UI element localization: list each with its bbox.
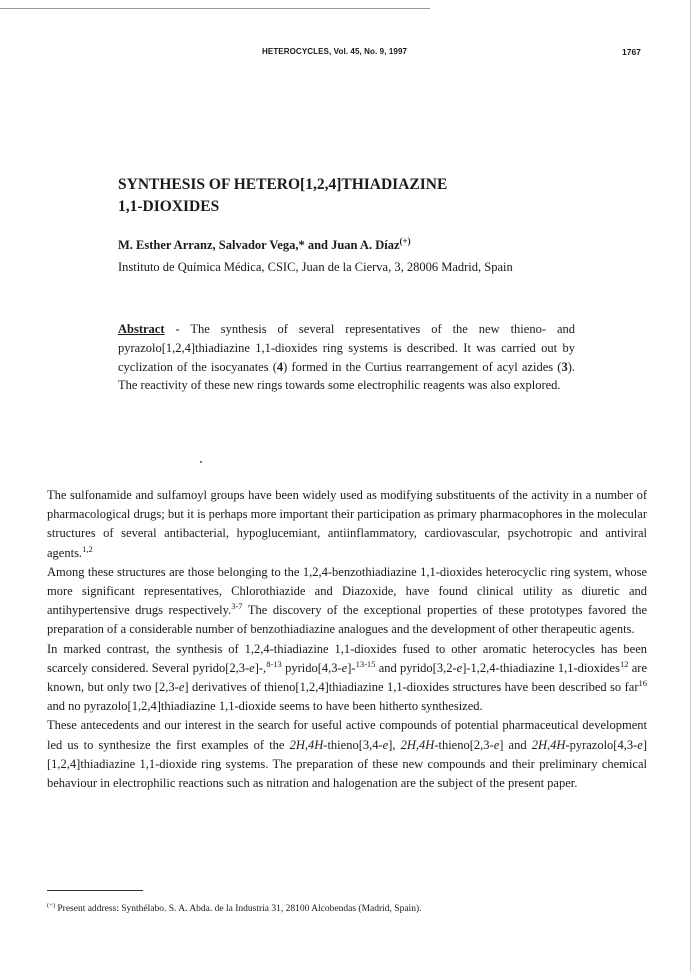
italic-2h4h: 2H,4H xyxy=(531,737,566,752)
affiliation: Instituto de Química Médica, CSIC, Juan de la Cierva, 3, 28006 Madrid, Spain xyxy=(118,260,513,274)
author-footnote-mark: (+) xyxy=(399,236,411,246)
italic-e: e xyxy=(456,660,463,675)
p4-text: -thieno[2,3- xyxy=(434,737,494,752)
paragraph-1 xyxy=(47,486,647,563)
p1-text: The sulfonamide and sulfamoyl groups have been widely used as modifying substituents of the activity in a number of pharmacological drugs; but it is perhaps more important their participation as primary pharmacophores in the molecular structures of several antibacterial, hypoglucemiant, antiinflammatory, cardiovascular, psychotropic and antiviral agents. xyxy=(47,488,647,560)
author-names: M. Esther Arranz, Salvador Vega,* and Juan A. Díaz xyxy=(118,238,400,253)
italic-2h4h: 2H,4H xyxy=(400,737,435,752)
compound-ref-3: 3 xyxy=(561,359,568,374)
footnote-text: Present address: Synthélabo. S. A. Abda. de la Industria 31, 28100 Alcobendas (Madrid, Spain). xyxy=(55,904,422,915)
p4-text: These antecedents and our interest in the search for useful active compounds of potential pharmaceutical development led us to synthesize the first examples of the xyxy=(47,718,647,752)
citation: 3-7 xyxy=(231,601,243,612)
abstract-label: Abstract xyxy=(118,322,165,336)
p3-text: ] derivatives of thieno[1,2,4]thiadiazine 1,1-dioxides structures have been described so far xyxy=(184,680,639,695)
article-title xyxy=(118,174,558,218)
abstract xyxy=(118,320,575,395)
authors xyxy=(118,236,411,253)
p3-text: are known, but only two [2,3- xyxy=(47,660,648,695)
p4-text: -thieno[3,4- xyxy=(323,737,383,752)
abstract-text-1: The synthesis of several representatives of the new thieno- and pyrazolo[1,2,4]thiadiazine 1,1-dioxides ring systems is described. It was carried out by cyclization of the isocyanates ( xyxy=(118,322,575,374)
citation: 1,2 xyxy=(82,543,93,554)
footnote xyxy=(47,902,422,914)
p3-text: In marked contrast, the synthesis of 1,2,4-thiadiazine 1,1-dioxides fused to other aromatic heterocycles has been scarcely considered. Several pyrido[2,3- xyxy=(47,641,647,675)
abstract-text-2: ) formed in the Curtius rearrangement of acyl azides ( xyxy=(283,359,562,374)
p4-text: ], xyxy=(388,737,401,752)
p2-text-a: Among these structures are those belonging to the 1,2,4-benzothiadiazine 1,1-dioxides heterocyclic ring system, whose more significant representatives, Chlorothiazide and Diazoxide, have found clinical utility as diuretic and antihypertensive drugs respectively. xyxy=(47,564,647,618)
abstract-text-3: ). The reactivity of these new rings towards some electrophilic reagents was also explored. xyxy=(118,359,575,393)
citation: 13-15 xyxy=(355,658,376,669)
running-head: HETEROCYCLES, Vol. 45, No. 9, 1997 xyxy=(262,47,408,56)
italic-e: e xyxy=(178,680,185,695)
italic-e: e xyxy=(341,660,348,675)
p4-text: -pyrazolo[4,3- xyxy=(565,737,638,752)
compound-ref-4: 4 xyxy=(276,359,284,374)
p2-text-b: The discovery of the exceptional properties of these prototypes favored the preparation of a considerable number of benzothiadiazine analogues and the development of other therapeutic agents. xyxy=(47,603,648,637)
italic-e: e xyxy=(637,737,643,752)
p3-text: ]-, xyxy=(254,660,267,675)
italic-e: e xyxy=(493,737,500,752)
p3-text: pyrido[4,3- xyxy=(281,660,342,675)
italic-2h4h: 2H,4H xyxy=(289,737,324,752)
page-edge-line xyxy=(690,0,691,972)
p3-text: ]- xyxy=(347,660,356,675)
p3-text: and no pyrazolo[1,2,4]thiadiazine 1,1-dioxide seems to have been hitherto synthesized. xyxy=(47,699,483,714)
p3-text: ]-1,2,4-thiadiazine 1,1-dioxides xyxy=(462,660,620,675)
footnote-mark: (+) xyxy=(47,902,55,909)
p4-text: ][1,2,4]thiadiazine 1,1-dioxide ring systems. The preparation of these new compounds and their preliminary chemical behaviour in electrophilic reactions such as nitration and halogenation are the subject of the present paper. xyxy=(47,737,647,791)
footnote-rule xyxy=(47,890,143,891)
citation: 8-13 xyxy=(266,658,282,669)
p3-text: and pyrido[3,2- xyxy=(375,660,457,675)
citation: 16 xyxy=(638,677,647,688)
title-line-1: SYNTHESIS OF HETERO[1,2,4]THIADIAZINE xyxy=(118,176,448,193)
p4-text: ] and xyxy=(499,737,532,752)
paragraph-3 xyxy=(47,640,647,717)
paragraph-4 xyxy=(47,716,647,793)
paragraph-2 xyxy=(47,563,647,640)
page-number: 1767 xyxy=(622,47,641,57)
body-text xyxy=(47,486,647,793)
title-line-2: 1,1-DIOXIDES xyxy=(118,198,220,215)
speck xyxy=(200,461,202,463)
italic-e: e xyxy=(382,737,389,752)
italic-e: e xyxy=(249,660,255,675)
citation: 12 xyxy=(619,658,629,669)
abstract-separator: - xyxy=(164,322,191,336)
top-rule xyxy=(0,8,430,9)
